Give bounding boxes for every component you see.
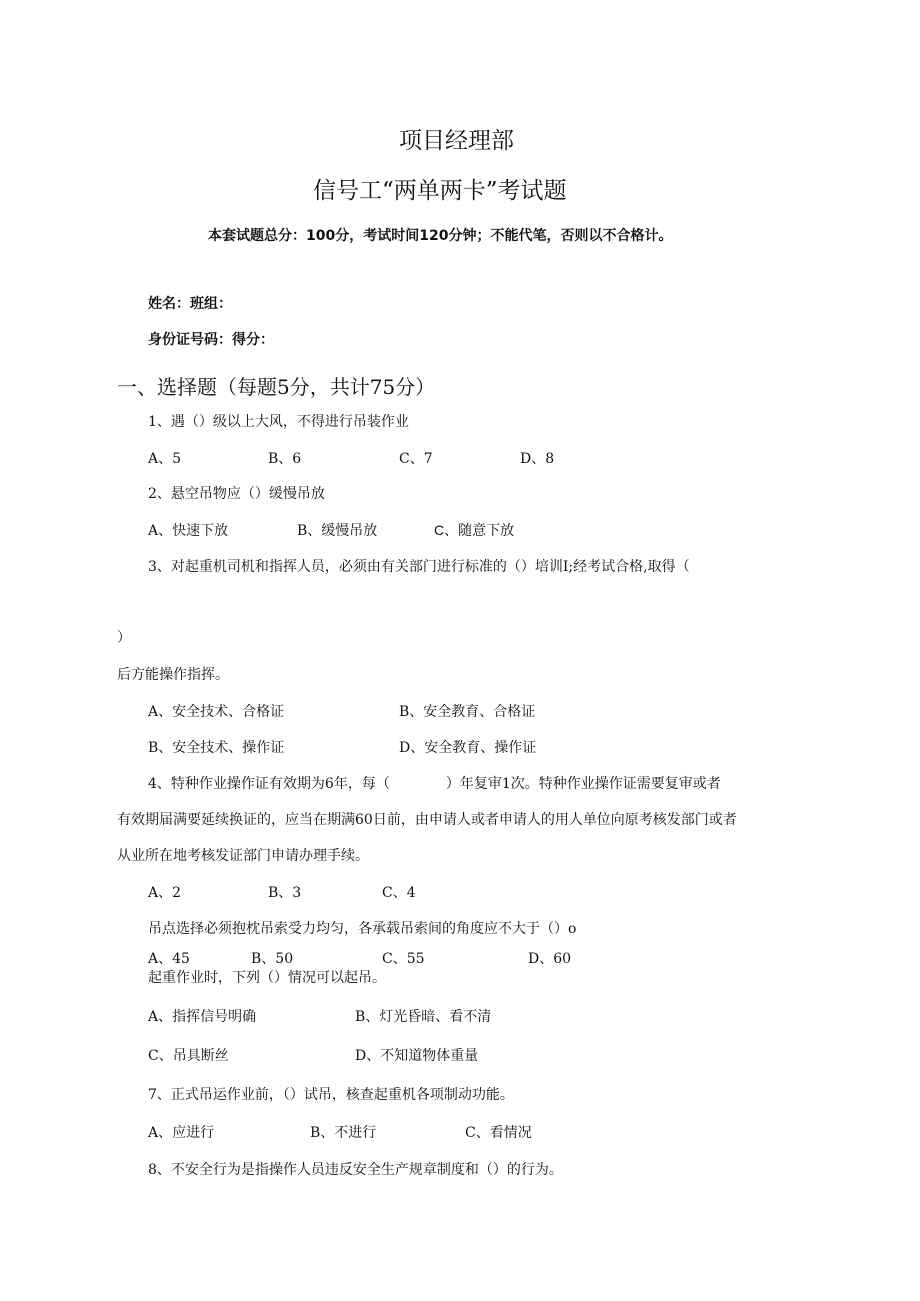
q4-option-b: B、3 xyxy=(268,885,302,901)
question-7-text: 7、正式吊运作业前，（）试吊，核查起重机各项制动功能。 xyxy=(148,1087,514,1103)
question-1-text: 1、遇（）级以上大风，不得进行吊装作业 xyxy=(148,414,409,430)
q5-option-c: C、55 xyxy=(382,951,425,967)
q4-option-c: C、4 xyxy=(382,885,416,901)
q2-option-b: B、缓慢吊放 xyxy=(297,523,378,539)
q7-option-a: A、应进行 xyxy=(148,1125,215,1141)
question-4-text-cont2: 从业所在地考核发证部门申请办理手续。 xyxy=(117,848,369,864)
q4-option-a: A、2 xyxy=(148,885,182,901)
question-3-text-cont2: 后方能操作指挥。 xyxy=(117,667,229,683)
question-4-text: 4、特种作业操作证有效期为6年，每（ ）年复审1次。特种作业操作证需要复审或者 xyxy=(148,776,721,792)
q5-option-b: B、50 xyxy=(251,951,294,967)
q3-option-b: B、安全教育、合格证 xyxy=(399,704,536,720)
question-8-text: 8、不安全行为是指操作人员违反安全生产规章制度和（）的行为。 xyxy=(148,1162,563,1178)
q1-option-d: D、8 xyxy=(520,451,555,467)
org-title: 项目经理部 xyxy=(399,128,514,154)
q6-option-c: C、吊具断丝 xyxy=(148,1048,229,1064)
q6-option-d: D、不知道物体重量 xyxy=(355,1048,479,1064)
question-3-text: 3、对起重机司机和指挥人员，必须由有关部门进行标准的（）培训I;经考试合格,取得（ xyxy=(148,559,690,575)
q3-option-c: B、安全技术、操作证 xyxy=(148,740,285,756)
q2-option-c-letter: C xyxy=(434,522,445,538)
q1-option-c: C、7 xyxy=(399,451,433,467)
question-5-text: 吊点选择必须抱枕吊索受力均匀，各承载吊索间的角度应不大于（）o xyxy=(148,921,577,937)
question-6-text: 起重作业时，下列（）情况可以起吊。 xyxy=(148,970,386,986)
section-heading: 一、选择题（每题5分，共计75分） xyxy=(117,375,436,399)
q6-option-b: B、灯光昏暗、看不清 xyxy=(355,1009,492,1025)
q2-option-c xyxy=(434,520,514,540)
question-3-text-cont: ） xyxy=(117,630,131,646)
q7-option-c: C、看情况 xyxy=(465,1125,532,1141)
q2-option-a: A、快速下放 xyxy=(148,523,229,539)
q6-option-a: A、指挥信号明确 xyxy=(148,1009,257,1025)
q5-option-d: D、60 xyxy=(528,951,572,967)
q3-option-d: D、安全教育、操作证 xyxy=(399,740,537,756)
exam-title: 信号工“两单两卡”考试题 xyxy=(313,178,567,204)
q1-option-a: A、5 xyxy=(148,451,182,467)
id-score-line: 身份证号码：得分： xyxy=(148,332,274,348)
q2-option-c-label: 、随意下放 xyxy=(444,523,515,539)
name-group-line: 姓名：班组： xyxy=(148,296,232,312)
q7-option-b: B、不进行 xyxy=(310,1125,377,1141)
exam-notice: 本套试题总分：100分，考试时间120分钟；不能代笔，否则以不合格计。 xyxy=(208,228,673,244)
q5-option-a: A、45 xyxy=(148,951,190,967)
question-4-text-cont: 有效期届满要延续换证的，应当在期满60日前，由申请人或者申请人的用人单位向原考核发部门或者 xyxy=(117,812,737,828)
q1-option-b: B、6 xyxy=(268,451,302,467)
question-2-text: 2、悬空吊物应（）缓慢吊放 xyxy=(148,486,325,502)
q3-option-a: A、安全技术、合格证 xyxy=(148,704,285,720)
